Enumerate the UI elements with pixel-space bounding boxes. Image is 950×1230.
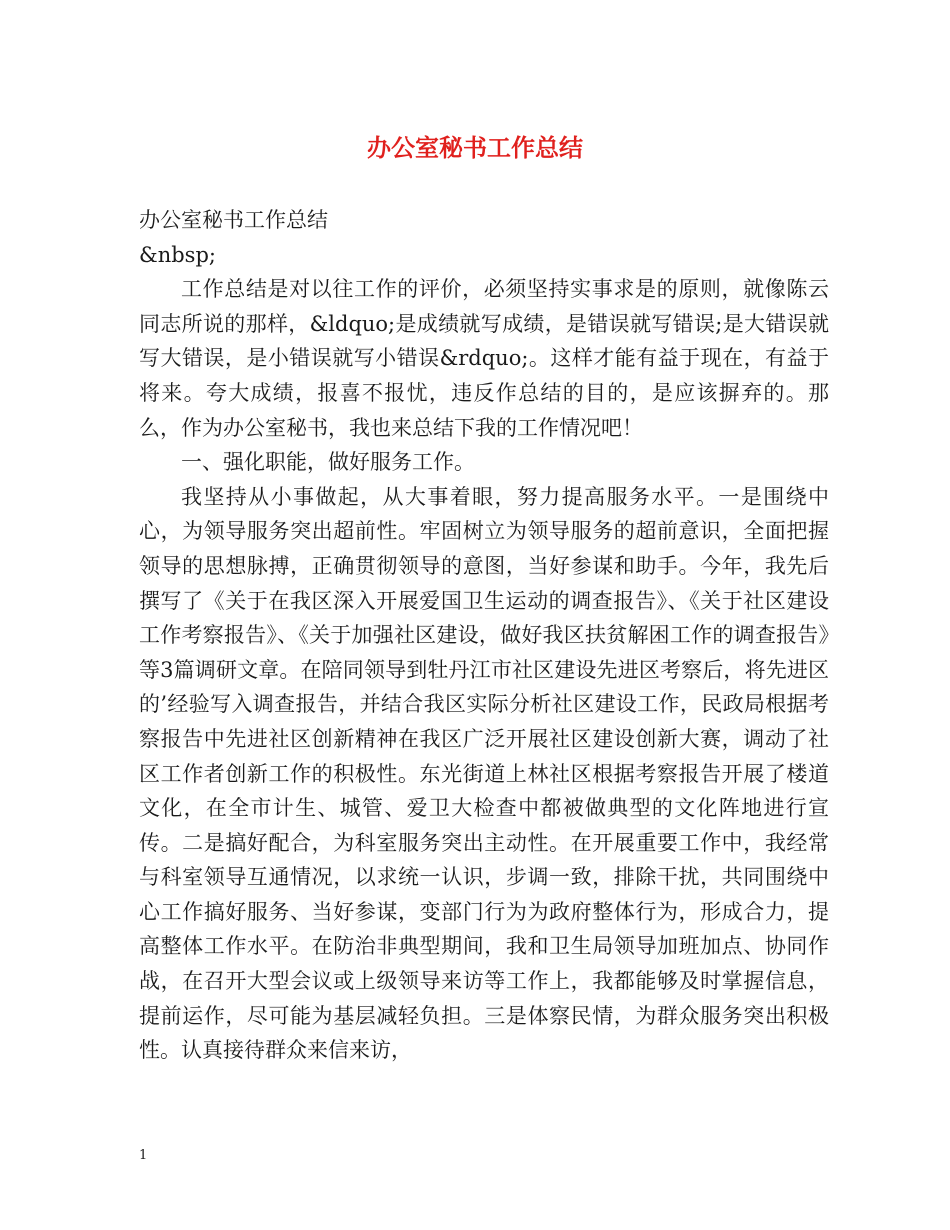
document-title: 办公室秘书工作总结 (367, 133, 583, 162)
document-subtitle: 办公室秘书工作总结 (139, 208, 328, 232)
document-body (139, 203, 829, 1068)
page-number: 1 (139, 1148, 148, 1163)
paragraph-service: 我坚持从小事做起，从大事着眼，努力提高服务水平。一是围绕中心，为领导服务突出超前性。牢固树立为领导服务的超前意识，全面把握领导的思想脉搏，正确贯彻领导的意图，当好参谋和助手。今年，我先后撰写了《关于在我区深入开展爱国卫生运动的调查报告》、《关于社区建设工作考察报告》、《关于加强社区建设，做好我区扶贫解困工作的调查报告》等3篇调研文章。在陪同领导到牡丹江市社区建设先进区考察后，将先进区的’经验写入调查报告，并结合我区实际分析社区建设工作，民政局根据考察报告中先进社区创新精神在我区广泛开展社区建设创新大赛，调动了社区工作者创新工作的积极性。东光街道上林社区根据考察报告开展了楼道文化，在全市计生、城管、爱卫大检查中都被做典型的文化阵地进行宣传。二是搞好配合，为科室服务突出主动性。在开展重要工作中，我经常与科室领导互通情况，以求统一认识，步调一致，排除干扰，共同围绕中心工作搞好服务、当好参谋，变部门行为为政府整体行为，形成合力，提高整体工作水平。在防治非典型期间，我和卫生局领导加班加点、协同作战，在召开大型会议或上级领导来访等工作上，我都能够及时掌握信息，提前运作，尽可能为基层减轻负担。三是体察民情，为群众服务突出积极性。认真接待群众来信来访， (139, 484, 829, 1063)
paragraph-intro: 工作总结是对以往工作的评价，必须坚持实事求是的原则，就像陈云同志所说的那样，&ldquo;是成绩就写成绩，是错误就写错误;是大错误就写大错误，是小错误就写小错误&rdquo;。这样才能有益于现在，有益于将来。夸大成绩，报喜不报忧，违反作总结的目的，是应该摒弃的。那么，作为办公室秘书，我也来总结下我的工作情况吧！ (139, 277, 829, 440)
section-heading: 一、强化职能，做好服务工作。 (181, 450, 475, 475)
nbsp-line: &nbsp; (139, 242, 216, 267)
